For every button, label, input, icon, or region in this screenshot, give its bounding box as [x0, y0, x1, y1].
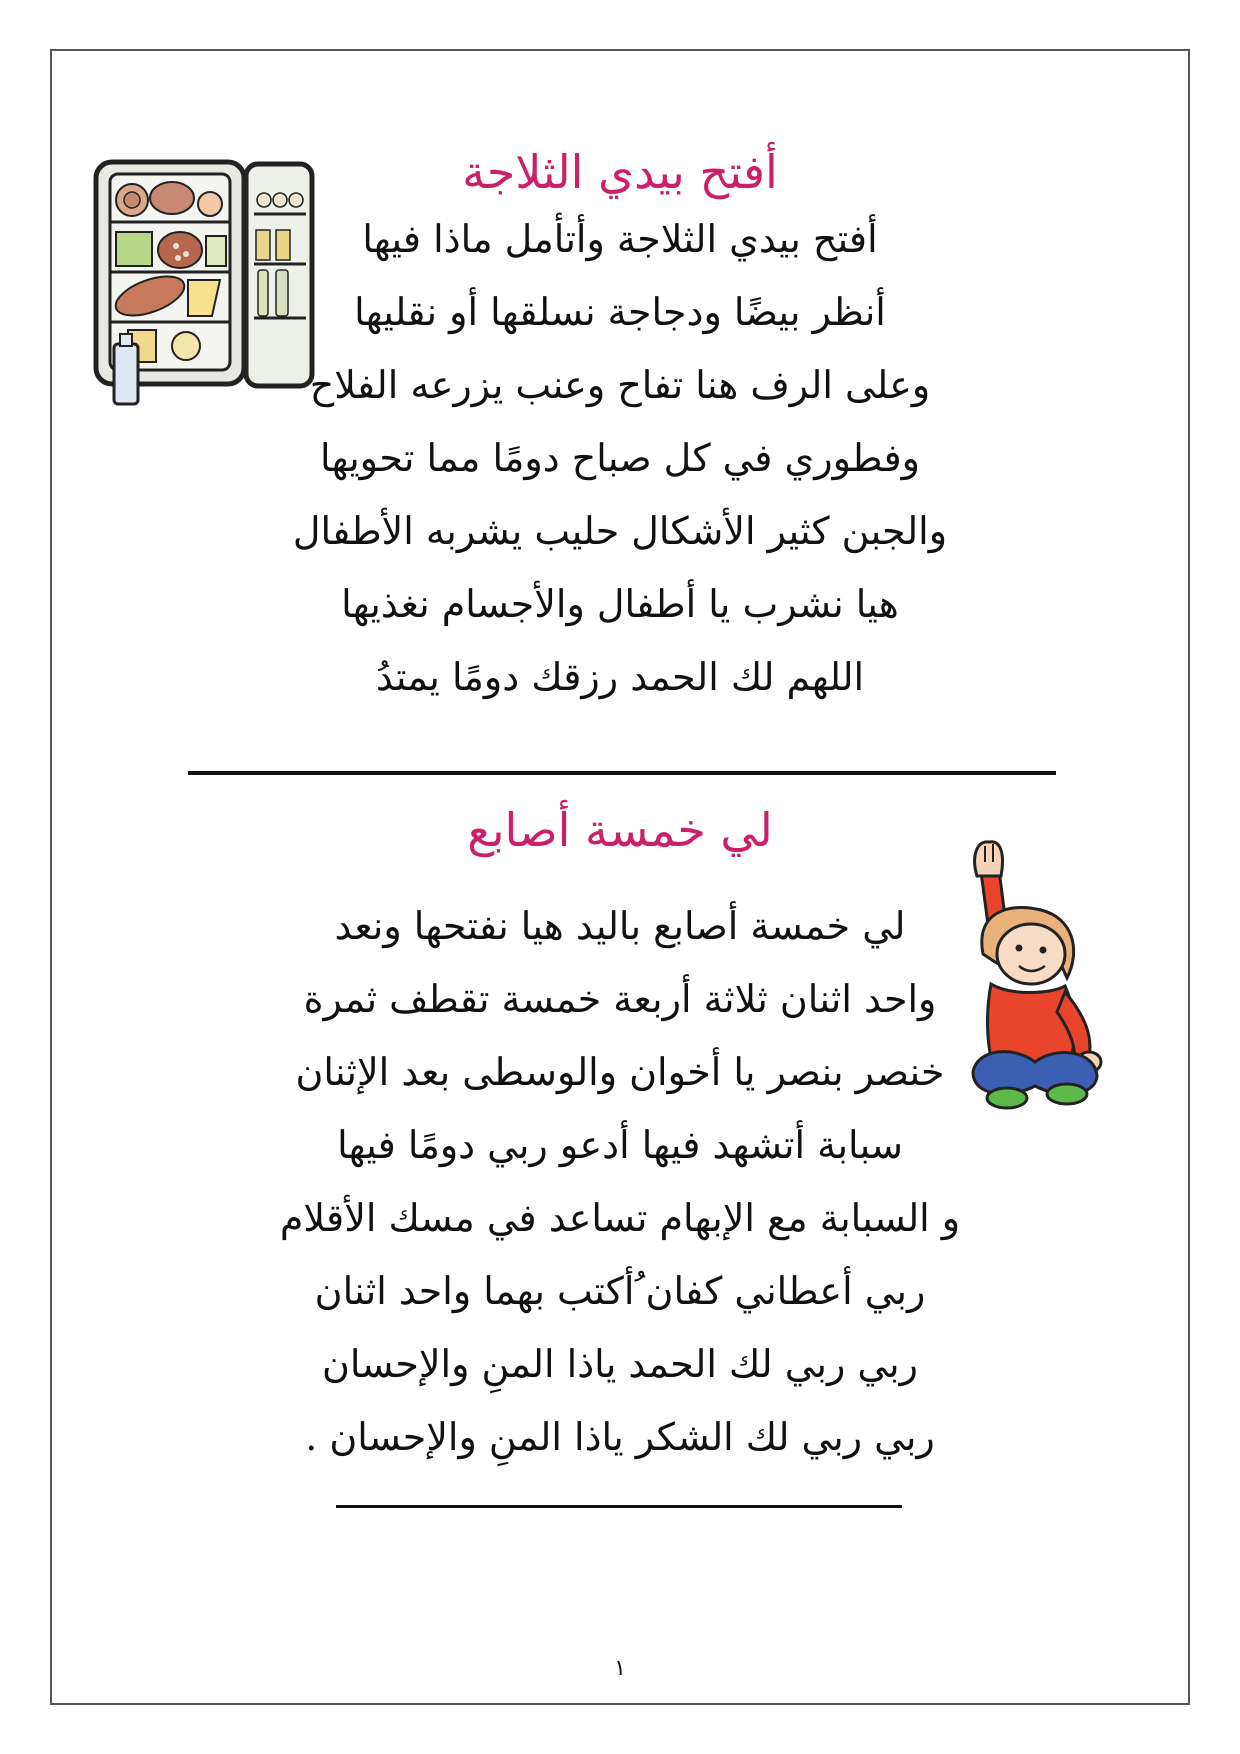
- verse-line: أفتح بيدي الثلاجة وأتأمل ماذا فيها: [362, 217, 878, 261]
- verse-line: ربي ربي لك الحمد ياذا المنِ والإحسان: [322, 1342, 918, 1386]
- verse-line: ربي ربي لك الشكر ياذا المنِ والإحسان .: [305, 1415, 935, 1459]
- verse-line: خنصر بنصر يا أخوان والوسطى بعد الإثنان: [295, 1050, 945, 1094]
- poem1-verses: [0, 203, 1240, 714]
- closing-divider: [336, 1505, 902, 1508]
- poem1-title: أفتح بيدي الثلاجة: [462, 145, 778, 199]
- verse-line: لي خمسة أصابع باليد هيا نفتحها ونعد: [334, 904, 906, 948]
- verse-line: و السبابة مع الإبهام تساعد في مسك الأقلام: [279, 1196, 961, 1240]
- verse-line: ربي أعطاني كفان ُأكتب بهما واحد اثنان: [314, 1269, 926, 1313]
- verse-line: سبابة أتشهد فيها أدعو ربي دومًا فيها: [337, 1123, 903, 1167]
- verse-line: أنظر بيضًا ودجاجة نسلقها أو نقليها: [354, 290, 886, 334]
- verse-line: هيا نشرب يا أطفال والأجسام نغذيها: [341, 582, 899, 626]
- poem2-verses: [0, 890, 1240, 1474]
- verse-line: والجبن كثير الأشكال حليب يشربه الأطفال: [292, 509, 948, 553]
- verse-line: واحد اثنان ثلاثة أربعة خمسة تقطف ثمرة: [303, 977, 937, 1021]
- verse-line: اللهم لك الحمد رزقك دومًا يمتدُ: [375, 655, 865, 699]
- verse-line: وفطوري في كل صباح دومًا مما تحويها: [320, 436, 920, 480]
- page-number: ١: [614, 1656, 626, 1681]
- poem2-title: لي خمسة أصابع: [467, 803, 773, 857]
- section-divider: [188, 771, 1056, 775]
- verse-line: وعلى الرف هنا تفاح وعنب يزرعه الفلاح: [309, 363, 931, 407]
